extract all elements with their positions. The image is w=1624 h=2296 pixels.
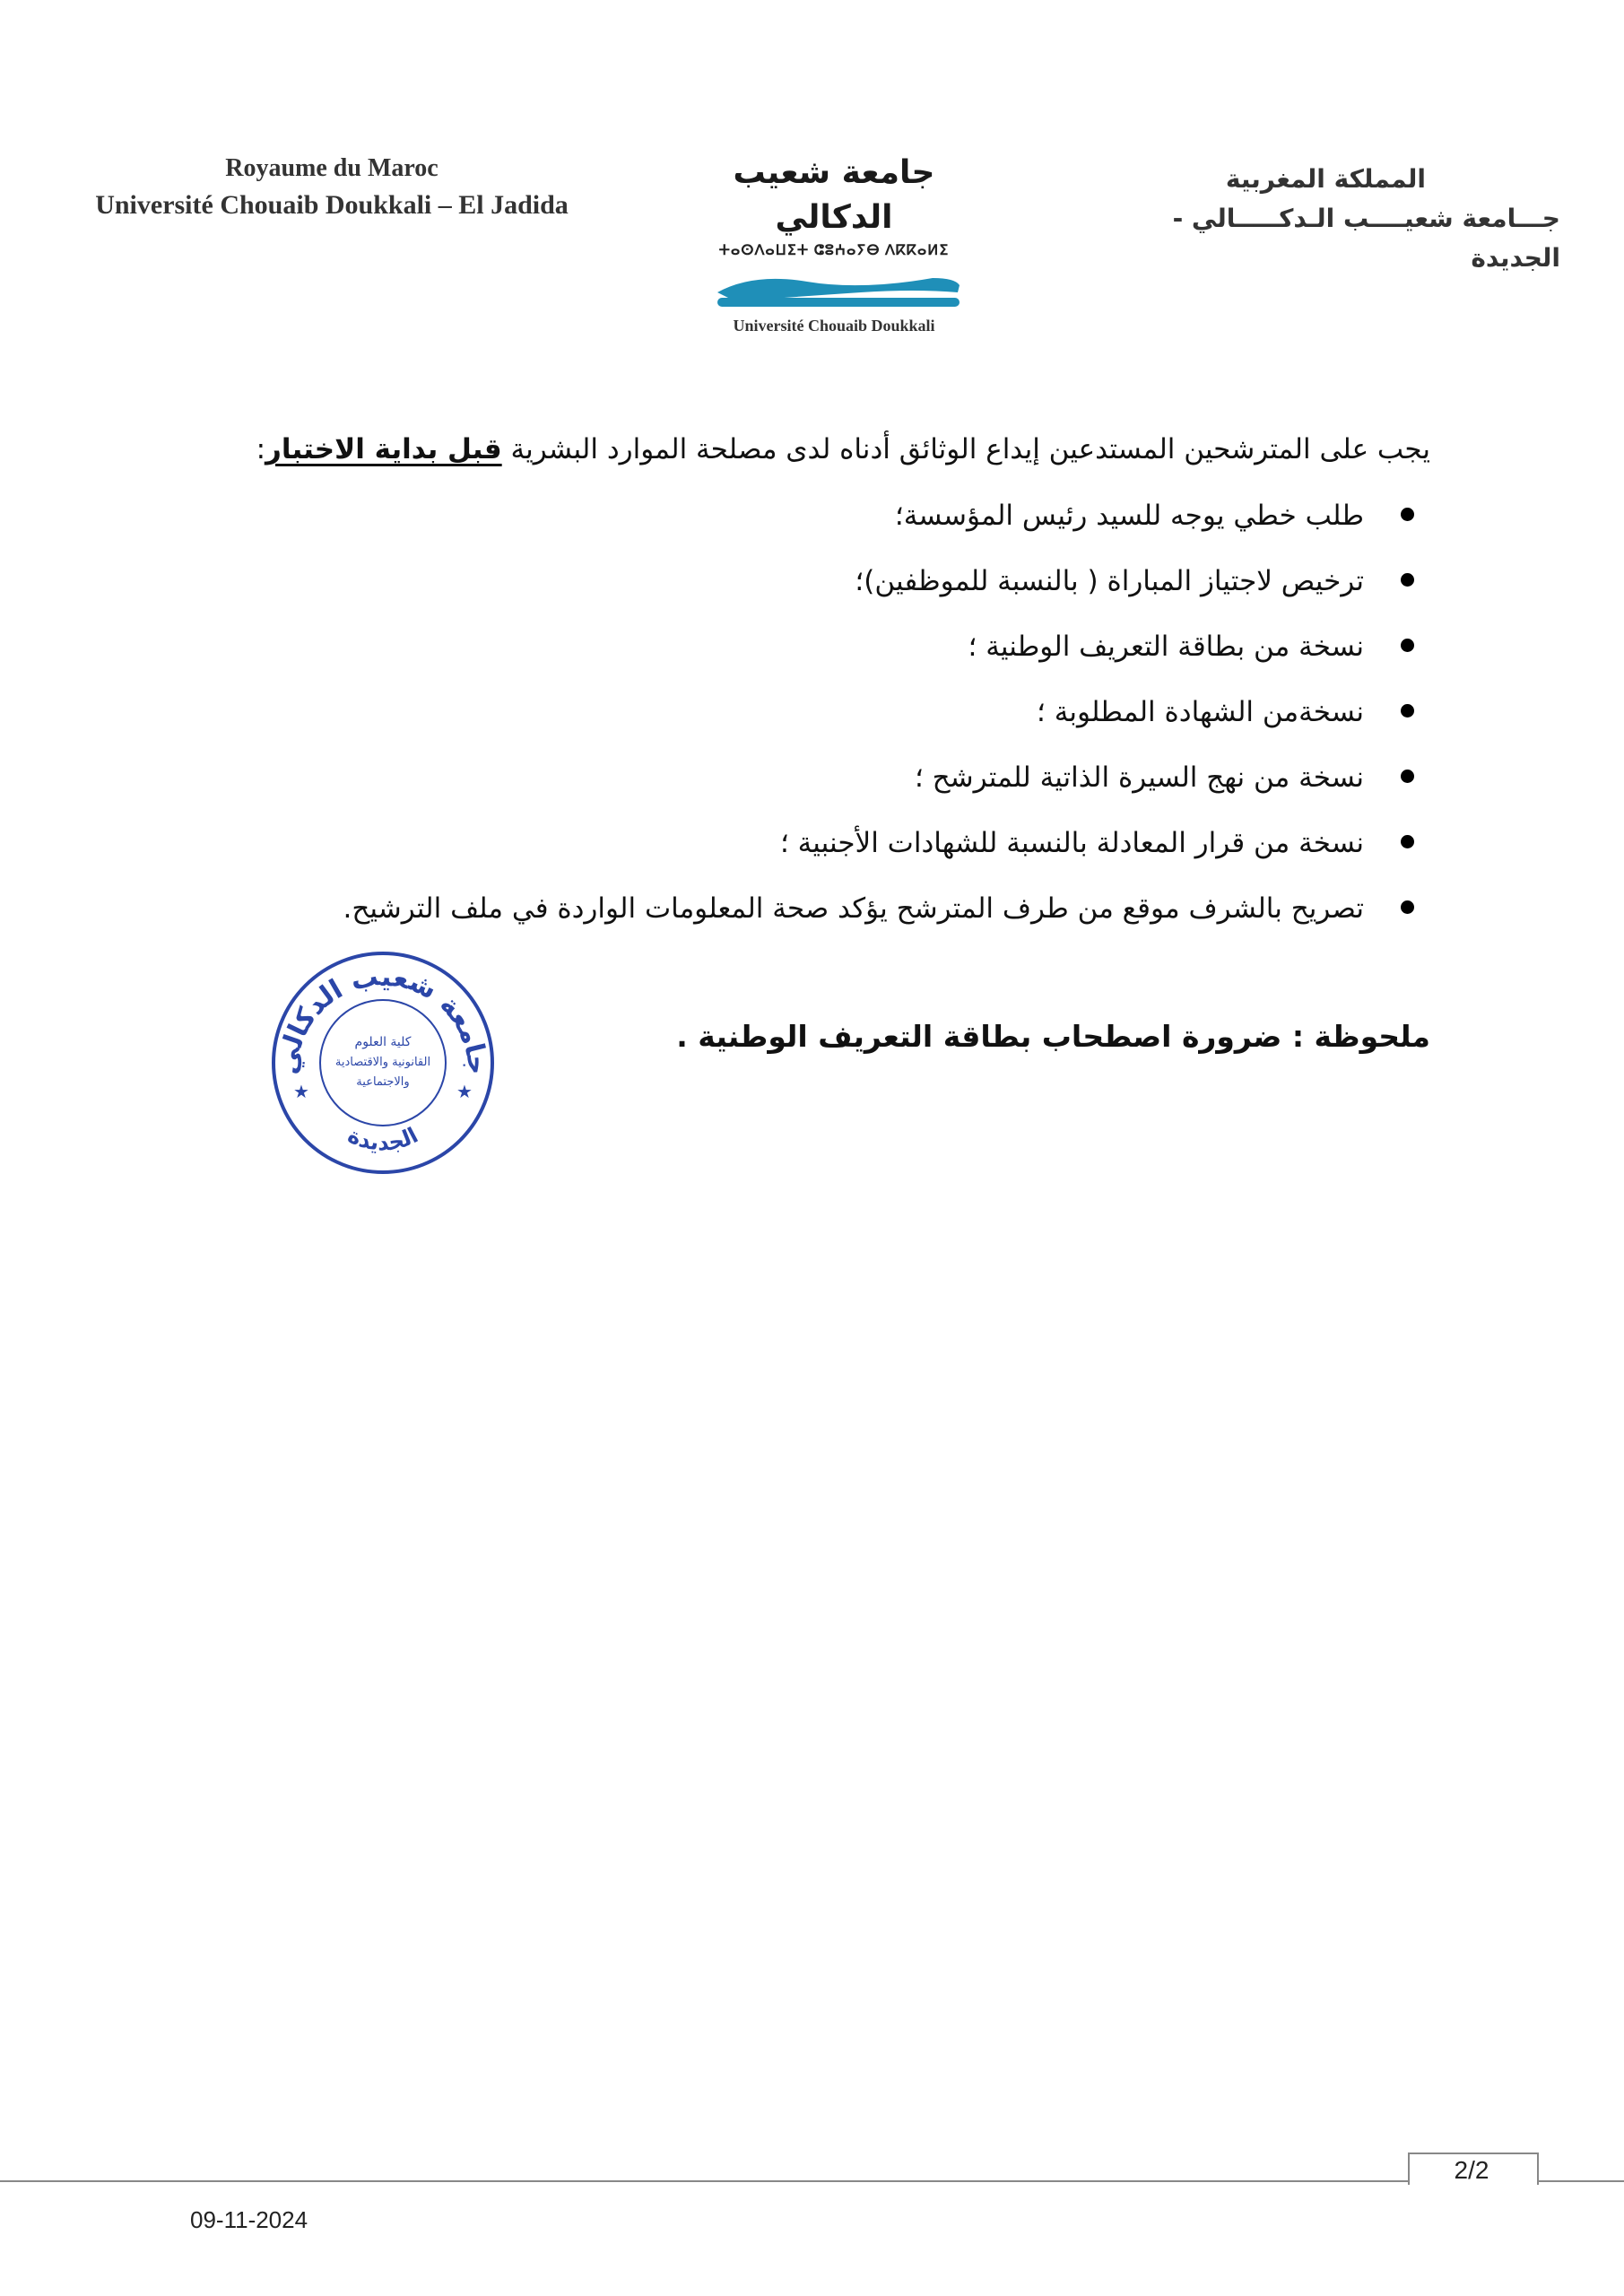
logo-tifinagh-text: ⵜⴰⵙⴷⴰⵡⵉⵜ ⵛⵓⵄⴰⵢⴱ ⴷⴽⴽⴰⵍⵉ <box>718 243 950 258</box>
intro-emphasis: قبل بداية الاختبار <box>265 433 502 465</box>
list-item: نسخة من قرار المعادلة بالنسبة للشهادات الأجنبية ؛ <box>198 822 1364 888</box>
logo-french-text: Université Chouaib Doukkali <box>733 317 935 335</box>
kingdom-name-ar: المملكة المغربية <box>1225 164 1426 194</box>
required-documents-list <box>198 495 1364 953</box>
list-item: نسخةمن الشهادة المطلوبة ؛ <box>198 691 1364 757</box>
university-name-ar: جـــامعة شعيــــب الـدكـــــالي - الجديدة <box>1172 204 1560 273</box>
list-item: نسخة من بطاقة التعريف الوطنية ؛ <box>198 626 1364 691</box>
page-number: 2/2 <box>1454 2156 1489 2184</box>
list-item: طلب خطي يوجه للسيد رئيس المؤسسة؛ <box>198 495 1364 561</box>
svg-text:كلية العلوم: كلية العلوم <box>354 1035 412 1049</box>
header-arabic-block <box>1085 160 1560 278</box>
bullet-icon <box>1401 900 1414 914</box>
document-date: 09-11-2024 <box>190 2206 308 2233</box>
list-item: تصريح بالشرف موقع من طرف المترشح يؤكد صحة المعلومات الواردة في ملف الترشيح. <box>198 888 1364 953</box>
kingdom-name-fr: Royaume du Maroc <box>225 154 439 182</box>
list-item: نسخة من نهج السيرة الذاتية للمترشح ؛ <box>198 757 1364 822</box>
bullet-icon <box>1401 573 1414 587</box>
header-french-block <box>90 151 574 224</box>
logo-wave-icon <box>699 265 968 312</box>
university-name-fr: Université Chouaib Doukkali – El Jadida <box>95 190 569 220</box>
footer-divider <box>0 2180 1624 2182</box>
logo-arabic-text: جامعة شعيب الدكالي <box>733 154 935 236</box>
svg-text:والاجتماعية: والاجتماعية <box>356 1075 410 1089</box>
list-item: ترخيص لاجتياز المباراة ( بالنسبة للموظفين)؛ <box>198 561 1364 626</box>
svg-text:القانونية والاقتصادية: القانونية والاقتصادية <box>334 1056 431 1069</box>
svg-text:الجديدة: الجديدة <box>343 1122 422 1156</box>
university-logo <box>690 151 977 337</box>
bullet-icon <box>1401 639 1414 652</box>
bullet-icon <box>1401 770 1414 783</box>
svg-text:★: ★ <box>293 1081 309 1102</box>
note-text: ملحوظة : ضرورة اصطحاب بطاقة التعريف الوطنية . <box>676 1019 1430 1054</box>
intro-text: يجب على المترشحين المستدعين إيداع الوثائق أدناه لدى مصلحة الموارد البشرية <box>501 433 1430 465</box>
svg-text:★: ★ <box>456 1081 473 1102</box>
intro-colon: : <box>256 433 266 465</box>
bullet-icon <box>1401 508 1414 521</box>
intro-paragraph <box>193 429 1430 470</box>
bullet-icon <box>1401 835 1414 848</box>
official-stamp-icon <box>265 945 500 1180</box>
bullet-icon <box>1401 704 1414 718</box>
svg-text:جامعة شعيب الدكالي: جامعة شعيب الدكالي <box>273 961 493 1076</box>
